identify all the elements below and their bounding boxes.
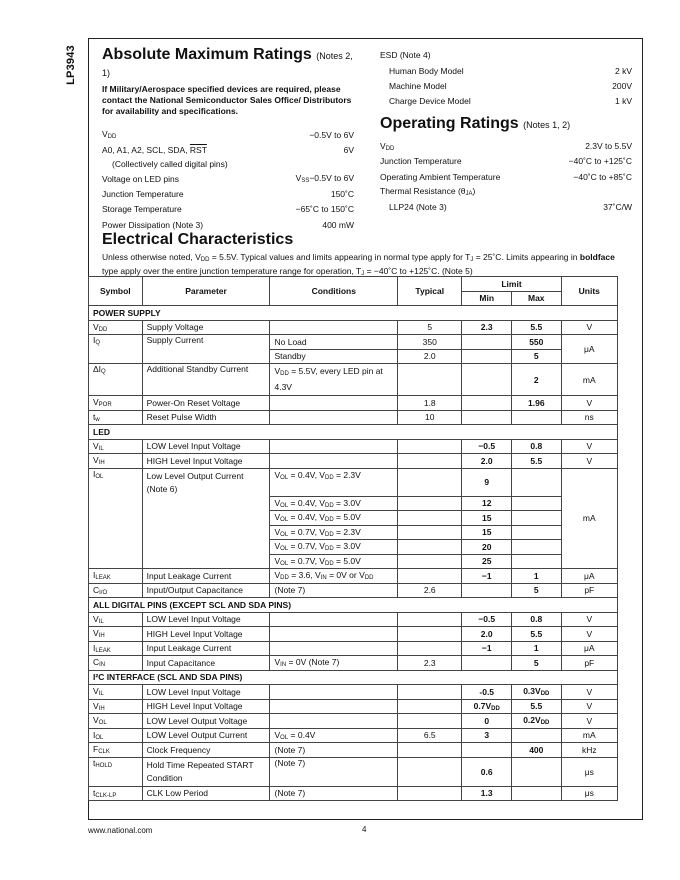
table-row: $I_Q$ Supply Current No Load 350 550 μA — [89, 335, 618, 350]
table-row: $V_{DD}$ Supply Voltage 5 2.3 5.5 V — [89, 320, 618, 335]
rating-row: Power Dissipation (Note 3) 400 mW — [102, 219, 354, 230]
table-row: $V_{OL} = 0.4V$, $V_{DD} = 3.0V$ 12 — [89, 496, 618, 511]
operating-ratings-title: Operating Ratings (Notes 1, 2) — [380, 114, 571, 132]
esd-row: Machine Model 200V — [389, 80, 632, 91]
section-i2c-interface: I²C INTERFACE (SCL AND SDA PINS) — [89, 670, 618, 685]
rating-row: A0, A1, A2, SCL, SDA, $\overline{RST}$ 6V — [102, 144, 354, 155]
table-row: $V_{POR}$ Power-On Reset Voltage 1.8 1.96 V — [89, 396, 618, 411]
esd-title: ESD (Note 4) — [380, 50, 431, 60]
ec-intro: Unless otherwise noted, $V_{DD} = 5.5V$. Typical values and limits appearing in normal type apply for $T_J$ = 25˚C. Limits appearing in boldface type apply over the entire junction temperature range for operation, $T_J$ = −40˚C to +125˚C. (Note 5) — [102, 252, 615, 277]
table-row: $V_{IL}$ LOW Level Input Voltage −0.5 0.8 V — [89, 612, 618, 627]
header-conditions: Conditions — [270, 277, 398, 306]
op-row: $V_{DD}$ 2.3V to 5.5V — [380, 140, 632, 152]
esd-row: Human Body Model 2 kV — [389, 65, 632, 76]
rating-row: Voltage on LED pins $V_{SS}-0.5V$ to 6V — [102, 173, 354, 185]
header-symbol: Symbol — [89, 277, 143, 306]
military-warning: If Military/Aerospace specified devices are required, please contact the National Semiconductor Sales Office/ Distributors for availability and specifications. — [102, 84, 352, 116]
footer-page-number: 4 — [362, 825, 367, 834]
part-number-label: LP3943 — [65, 45, 78, 85]
rating-row: Junction Temperature 150˚C — [102, 189, 354, 200]
op-row: Junction Temperature −40˚C to +125˚C — [380, 156, 632, 167]
table-row: $V_{OL} = 0.7V$, $V_{DD} = 3.0V$ 20 — [89, 540, 618, 555]
table-row: $I_{LEAK}$ Input Leakage Current $V_{DD} = 3.6$, $V_{IN} = 0V$ or $V_{DD}$ −1 1 μA — [89, 569, 618, 584]
table-row: $t_{CLK-LP}$ CLK Low Period (Note 7) 1.3 μs — [89, 786, 618, 801]
table-row: $F_{CLK}$ Clock Frequency (Note 7) 400 kHz — [89, 743, 618, 758]
abs-max-title: Absolute Maximum Ratings (Notes 2, — [102, 46, 353, 63]
header-max: Max — [512, 291, 562, 306]
table-row: $V_{OL}$ LOW Level Output Voltage 0 $0.2V_{DD}$ V — [89, 714, 618, 729]
header-min: Min — [462, 291, 512, 306]
rating-row: (Collectively called digital pins) — [112, 159, 228, 170]
table-row: $I_{OL}$ LOW Level Output Current $V_{OL} = 0.4V$ 6.5 3 mA — [89, 728, 618, 743]
table-row: $C_{IN}$ Input Capacitance $V_{IN} = 0V$ (Note 7) 2.3 5 pF — [89, 656, 618, 671]
abs-max-notes-cont: 1) — [102, 68, 111, 78]
ec-title: Electrical Characteristics — [102, 231, 294, 248]
table-row: $V_{IH}$ HIGH Level Input Voltage $0.7V_{DD}$ 5.5 V — [89, 699, 618, 714]
table-row: $I_{LEAK}$ Input Leakage Current −1 1 μA — [89, 641, 618, 656]
electrical-characteristics-table — [88, 276, 618, 801]
table-row: $V_{OL} = 0.7V$, $V_{DD} = 2.3V$ 15 — [89, 525, 618, 540]
table-row: $V_{IL}$ LOW Level Input Voltage -0.5 $0.3V_{DD}$ V — [89, 685, 618, 700]
header-limit: Limit — [462, 277, 561, 292]
rating-row: $V_{DD}$ −0.5V to 6V — [102, 129, 354, 141]
section-led: LED — [89, 425, 618, 440]
footer-website: www.national.com — [88, 826, 153, 835]
table-row: Standby 2.0 5 — [89, 349, 618, 364]
absolute-maximum-ratings — [102, 46, 354, 232]
header-parameter: Parameter — [142, 277, 270, 306]
section-digital-pins: ALL DIGITAL PINS (EXCEPT SCL AND SDA PINS) — [89, 598, 618, 613]
rating-row: Storage Temperature −65˚C to 150˚C — [102, 204, 354, 215]
esd-row: Charge Device Model 1 kV — [389, 95, 632, 106]
header-typical: Typical — [398, 277, 462, 306]
table-row: $V_{IH}$ HIGH Level Input Voltage 2.0 5.5 V — [89, 627, 618, 642]
op-row: Thermal Resistance $(\theta_{JA})$ — [380, 186, 476, 198]
right-ratings-column — [380, 50, 632, 215]
table-row: $I_{OL}$ Low Level Output Current (Note 6) $V_{OL} = 0.4V$, $V_{DD} = 2.3V$ 9 mA — [89, 468, 618, 496]
table-row: $V_{OL} = 0.4V$, $V_{DD} = 5.0V$ 15 — [89, 511, 618, 526]
section-power-supply: POWER SUPPLY — [89, 306, 618, 321]
op-row: LLP24 (Note 3) 37˚C/W — [389, 201, 632, 212]
header-units: Units — [561, 277, 617, 306]
table-row: $V_{IH}$ HIGH Level Input Voltage 2.0 5.5 V — [89, 454, 618, 469]
electrical-characteristics — [102, 231, 632, 279]
table-row: $V_{OL} = 0.7V$, $V_{DD} = 5.0V$ 25 — [89, 554, 618, 569]
table-row: $\Delta I_Q$ Additional Standby Current $V_{DD} = 5.5V$, every LED pin at 4.3V 2 mA — [89, 364, 618, 396]
op-row: Operating Ambient Temperature −40˚C to +85˚C — [380, 171, 632, 182]
table-row: $C_{I/O}$ Input/Output Capacitance (Note 7) 2.6 5 pF — [89, 583, 618, 598]
table-row: $t_{HOLD}$ Hold Time Repeated START Condition (Note 7) 0.6 μs — [89, 757, 618, 786]
table-row: $V_{IL}$ LOW Level Input Voltage −0.5 0.8 V — [89, 439, 618, 454]
table-row: $t_w$ Reset Pulse Width 10 ns — [89, 410, 618, 425]
